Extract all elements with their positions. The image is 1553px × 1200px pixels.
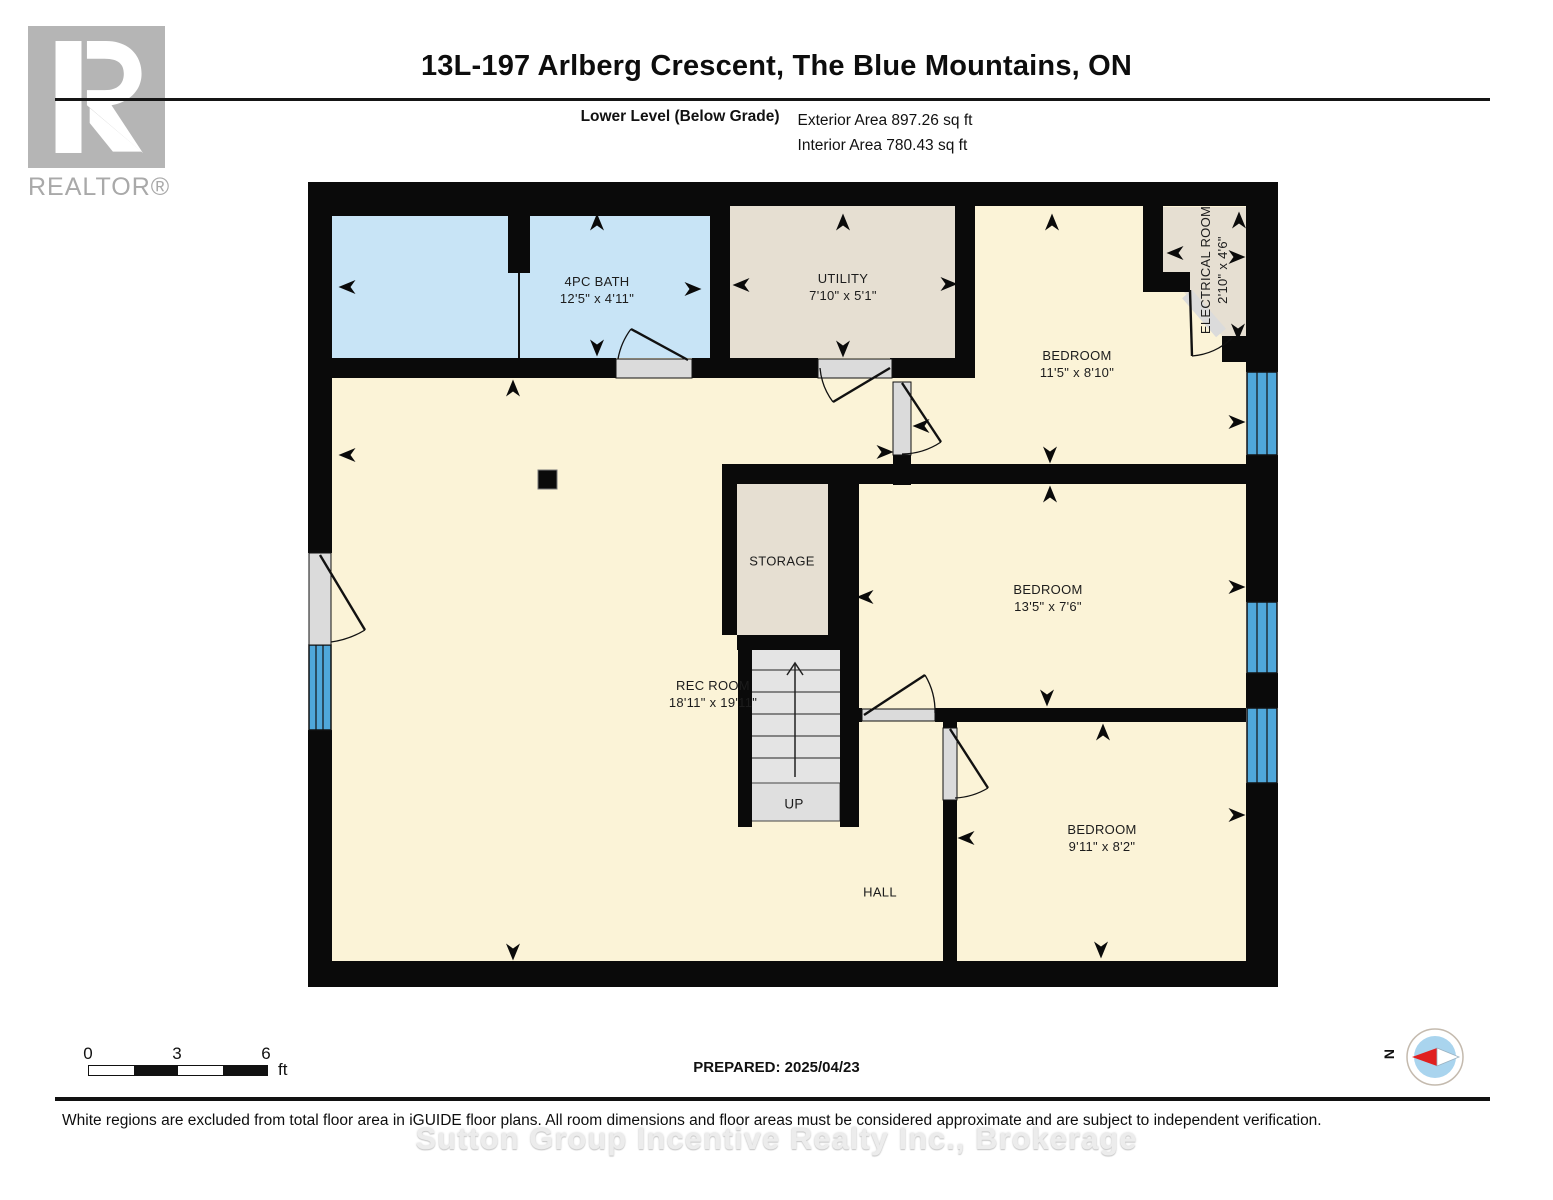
room-label-bedroom-top: BEDROOM 11'5" x 8'10": [1039, 348, 1115, 380]
interior-area: Interior Area 780.43 sq ft: [797, 137, 968, 154]
prepared-date: PREPARED: 2025/04/23: [693, 1059, 860, 1076]
floor-plan: [308, 180, 1278, 987]
scale-unit: ft: [278, 1060, 288, 1079]
support-column: [538, 470, 557, 489]
window-bedroom-mid: [1247, 602, 1277, 673]
page-title: 13L-197 Arlberg Crescent, The Blue Mountains, ON: [420, 50, 1133, 82]
room-label-bath: 4PC BATH 12'5" x 4'11": [559, 274, 635, 306]
header-divider: [55, 98, 1490, 101]
brokerage-watermark: Sutton Group Incentive Realty Inc., Brokerage: [415, 1121, 1138, 1156]
level-info: [0, 108, 1553, 158]
compass-icon: [1405, 1027, 1467, 1089]
wall-bath-divider: [508, 216, 530, 273]
window-bedroom-bottom: [1247, 708, 1277, 783]
floor-plan-drawing: [308, 180, 1278, 987]
compass-north-label: N: [1381, 1048, 1398, 1060]
scale-tick-6: 6: [261, 1044, 271, 1063]
room-label-electrical: ELECTRICAL ROOM 2'10" x 4'6": [1198, 205, 1230, 335]
room-label-storage: STORAGE: [749, 553, 815, 569]
scale-tick-0: 0: [83, 1044, 93, 1063]
scale-tick-3: 3: [172, 1044, 182, 1063]
realtor-logo-wordmark: REALTOR®: [28, 173, 171, 201]
room-label-rec-room: REC ROOM 18'11" x 19'11": [668, 678, 758, 710]
exterior-area: Exterior Area 897.26 sq ft: [797, 112, 973, 129]
window-rec-left: [309, 645, 331, 730]
window-bedroom-top: [1247, 372, 1277, 455]
level-label: Lower Level (Below Grade): [580, 108, 780, 125]
wall-electrical: [1143, 182, 1163, 292]
room-label-bedroom-mid: BEDROOM 13'5" x 7'6": [1013, 582, 1083, 614]
area-block: [798, 108, 973, 158]
room-label-utility: UTILITY 7'10" x 5'1": [809, 271, 877, 303]
room-label-bedroom-bottom: BEDROOM 9'11" x 8'2": [1067, 822, 1137, 854]
disclaimer-text: White regions are excluded from total floor area in iGUIDE floor plans. All room dimensions and floor areas must be considered approximate and are subject to independent verification.: [62, 1112, 1322, 1129]
stairs-up-label: UP: [784, 796, 804, 812]
footer-divider: [55, 1097, 1490, 1101]
room-label-hall: HALL: [863, 884, 897, 900]
